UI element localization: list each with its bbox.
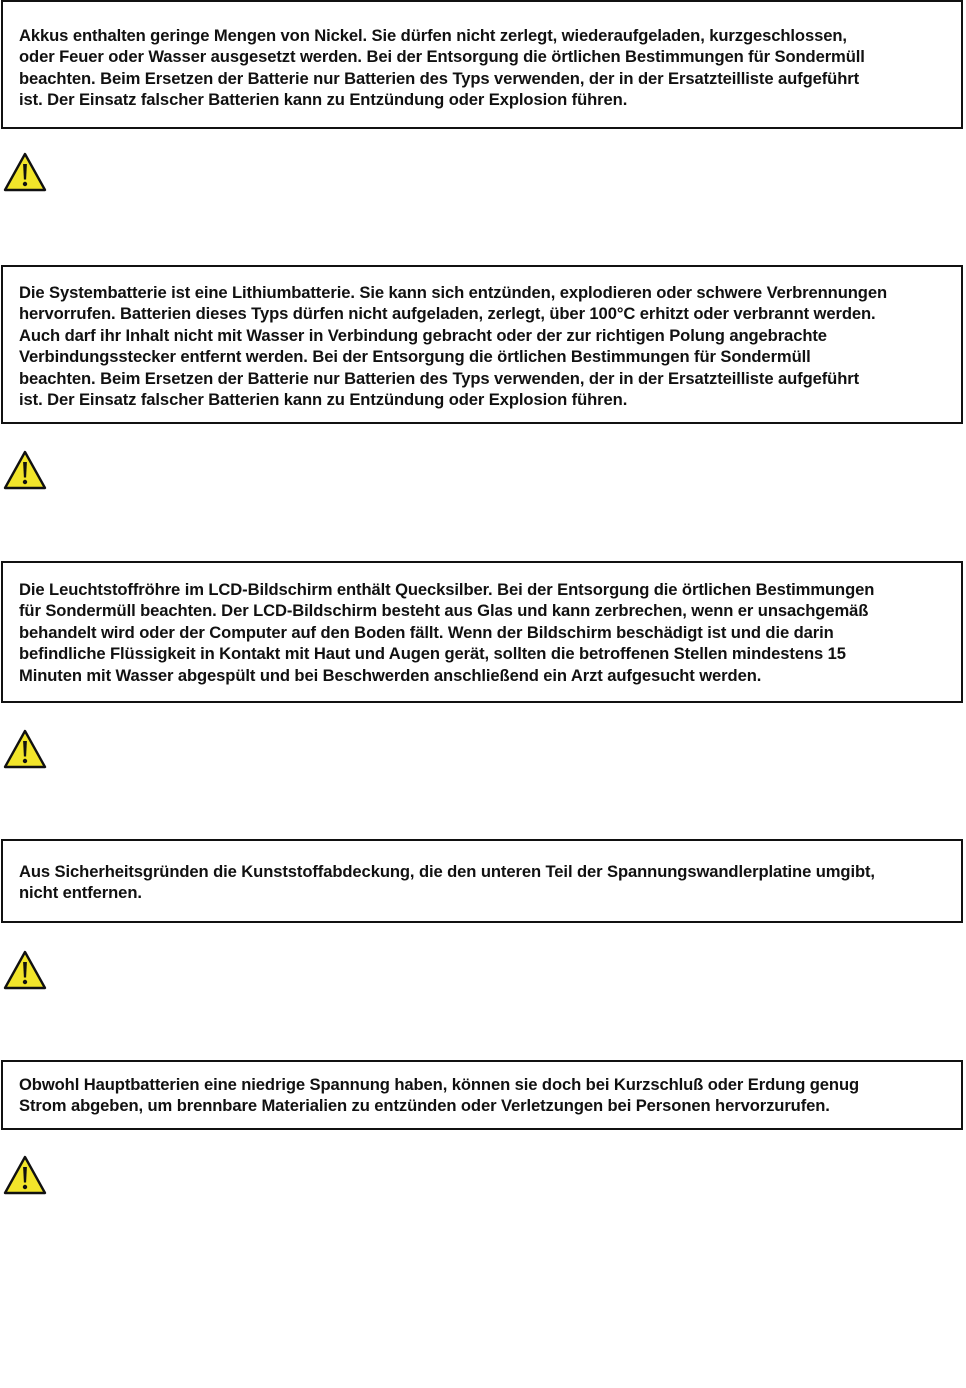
- caution-text-lithium-battery: Die Systembatterie ist eine Lithiumbatterie. Sie kann sich entzünden, explodieren oder schwere Verbrennungen hervorrufen. Batterien dieses Typs dürfen nicht aufgeladen, zerlegt, über 100°C erhitzt oder verbrannt werden. Auch darf ihr Inhalt nicht mit Wasser in Verbindung gebracht oder der zur richtigen Polung angebrachte Verbindungsstecker entfernt werden. Bei der Entsorgung die örtlichen Bestimmungen für Sondermüll beachten. Beim Ersetzen der Batterie nur Batterien des Typs verwenden, der in der Ersatzteilliste aufgeführt ist. Der Einsatz falscher Batterien kann zu Entzündung oder Explosion führen.: [19, 283, 887, 410]
- warning-triangle-icon: [3, 1155, 47, 1195]
- warning-triangle-icon: [3, 950, 47, 990]
- warning-triangle-icon: [3, 152, 47, 192]
- warning-triangle-icon: [3, 450, 47, 490]
- caution-box-nickel-batteries: [1, 0, 963, 129]
- caution-box-lcd-mercury: [1, 561, 963, 703]
- warning-triangle-icon: [3, 729, 47, 769]
- caution-text-main-battery-short-circuit: Obwohl Hauptbatterien eine niedrige Spannung haben, können sie doch bei Kurzschluß oder Erdung genug Strom abgeben, um brennbare Materialien zu entzünden oder Verletzungen bei Personen hervorzurufen.: [19, 1075, 860, 1116]
- caution-box-main-battery-short-circuit: [1, 1060, 963, 1130]
- caution-text-plastic-cover: Aus Sicherheitsgründen die Kunststoffabdeckung, die den unteren Teil der Spannungswandlerplatine umgibt, nicht entfernen.: [19, 862, 875, 903]
- caution-box-plastic-cover: [1, 839, 963, 923]
- caution-text-lcd-mercury: Die Leuchtstoffröhre im LCD-Bildschirm enthält Quecksilber. Bei der Entsorgung die örtlichen Bestimmungen für Sondermüll beachten. Der LCD-Bildschirm besteht aus Glas und kann zerbrechen, wenn er unsachgemäß behandelt wird oder der Computer auf den Boden fällt. Wenn der Bildschirm beschädigt ist und die darin befindliche Flüssigkeit in Kontakt mit Haut und Augen gerät, sollten die betroffenen Stellen mindestens 15 Minuten mit Wasser abgespült und bei Beschwerden anschließend ein Arzt aufgesucht werden.: [19, 580, 875, 685]
- caution-text-nickel-batteries: Akkus enthalten geringe Mengen von Nickel. Sie dürfen nicht zerlegt, wiederaufgeladen, kurzgeschlossen, oder Feuer oder Wasser ausgesetzt werden. Bei der Entsorgung die örtlichen Bestimmungen für Sondermüll beachten. Beim Ersetzen der Batterie nur Batterien des Typs verwenden, der in der Ersatzteilliste aufgeführt ist. Der Einsatz falscher Batterien kann zu Entzündung oder Explosion führen.: [19, 26, 865, 110]
- caution-box-lithium-battery: [1, 265, 963, 424]
